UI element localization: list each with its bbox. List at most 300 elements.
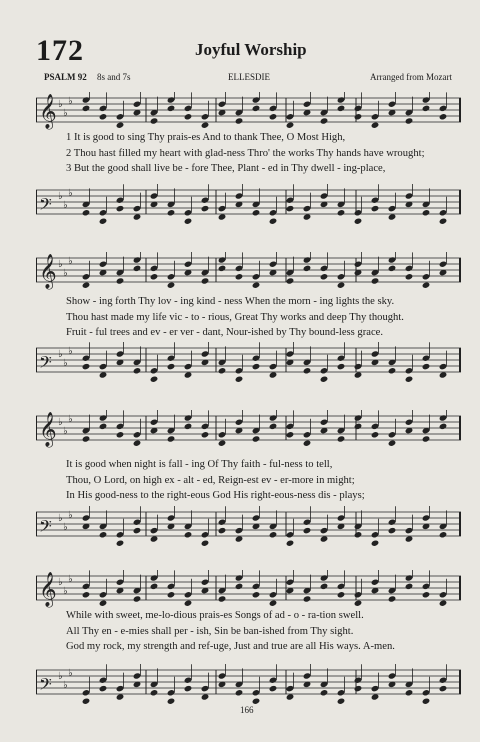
note-head (201, 431, 210, 438)
note-head (133, 431, 142, 438)
note-head (388, 205, 397, 212)
note-head (337, 209, 346, 216)
note-head (201, 113, 210, 120)
note-head (252, 209, 261, 216)
note-head (286, 579, 295, 586)
note-head (184, 677, 193, 684)
note-head (422, 689, 431, 696)
note-head (337, 273, 346, 280)
note-head (320, 583, 329, 590)
note-head (82, 363, 91, 370)
note-head (167, 435, 176, 442)
note-head (218, 256, 227, 263)
flat-icon: ♭ (63, 268, 68, 279)
note-head (201, 277, 210, 284)
note-head (388, 265, 397, 272)
note-head (150, 574, 159, 581)
note-head (286, 277, 295, 284)
note-head (439, 685, 448, 692)
note-head (337, 583, 346, 590)
note-head (116, 277, 125, 284)
note-head (184, 261, 193, 268)
note-head (303, 205, 312, 212)
note-head (439, 531, 448, 538)
lyrics-system-1 (66, 130, 466, 177)
bass-staff-3 (36, 506, 461, 550)
note-head (422, 105, 431, 112)
note-head (167, 273, 176, 280)
note-head (354, 261, 363, 268)
note-head (354, 371, 363, 378)
flat-icon: ♭ (68, 256, 73, 267)
flat-icon: ♭ (58, 671, 63, 682)
note-head (99, 363, 108, 370)
bass-staff-4 (36, 664, 461, 708)
note-head (99, 531, 108, 538)
flat-icon: ♭ (58, 349, 63, 360)
note-head (82, 105, 91, 112)
treble-clef-icon: 𝄞 (39, 572, 57, 607)
note-head (218, 367, 227, 374)
note-head (82, 583, 91, 590)
note-head (82, 282, 91, 289)
note-head (116, 197, 125, 204)
note-head (235, 367, 244, 374)
note-head (167, 355, 176, 362)
note-head (422, 583, 431, 590)
note-head (320, 419, 329, 426)
note-head (388, 595, 397, 602)
note-head (439, 209, 448, 216)
note-head (133, 101, 142, 108)
note-head (167, 583, 176, 590)
note-head (99, 209, 108, 216)
note-head (422, 282, 431, 289)
note-head (405, 527, 414, 534)
note-head (235, 583, 244, 590)
note-head (99, 685, 108, 692)
note-head (439, 600, 448, 607)
note-head (354, 685, 363, 692)
note-head (286, 531, 295, 538)
note-head (150, 367, 159, 374)
note-head (133, 595, 142, 602)
note-head (337, 514, 346, 521)
note-head (218, 205, 227, 212)
note-head (439, 371, 448, 378)
note-head (133, 672, 142, 679)
note-head (286, 423, 295, 430)
note-head (286, 540, 295, 547)
note-head (422, 96, 431, 103)
note-head (252, 273, 261, 280)
note-head (99, 600, 108, 607)
note-head (388, 213, 397, 220)
note-head (388, 527, 397, 534)
note-head (439, 423, 448, 430)
note-head (303, 101, 312, 108)
note-head (235, 273, 244, 280)
hymn-title: Joyful Worship (195, 40, 307, 59)
psalm-reference: PSALM 92 (44, 72, 87, 82)
note-head (286, 685, 295, 692)
note-head (337, 105, 346, 112)
note-head (252, 689, 261, 696)
treble-staff-2 (36, 252, 461, 296)
note-head (320, 574, 329, 581)
note-head (388, 519, 397, 526)
note-head (235, 574, 244, 581)
note-head (388, 672, 397, 679)
note-head (269, 113, 278, 120)
note-head (337, 363, 346, 370)
note-head (337, 96, 346, 103)
flat-icon: ♭ (63, 522, 68, 533)
note-head (269, 423, 278, 430)
note-head (218, 672, 227, 679)
note-head (303, 672, 312, 679)
note-head (269, 371, 278, 378)
note-head (184, 414, 193, 421)
note-head (167, 96, 176, 103)
note-head (167, 105, 176, 112)
note-head (439, 113, 448, 120)
note-head (320, 535, 329, 542)
lyric-line: In His good-ness to the right-eous God His right-eous-ness dis - plays; (66, 490, 365, 501)
note-head (150, 265, 159, 272)
note-head (371, 685, 380, 692)
note-head (354, 600, 363, 607)
note-head (320, 265, 329, 272)
note-head (116, 350, 125, 357)
flat-icon: ♭ (63, 358, 68, 369)
note-head (405, 376, 414, 383)
note-head (303, 527, 312, 534)
note-head (133, 205, 142, 212)
note-head (422, 698, 431, 705)
note-head (167, 514, 176, 521)
note-head (269, 677, 278, 684)
note-head (371, 197, 380, 204)
note-head (116, 113, 125, 120)
note-head (371, 277, 380, 284)
note-head (439, 261, 448, 268)
note-head (439, 414, 448, 421)
note-head (235, 192, 244, 199)
note-head (116, 423, 125, 430)
note-head (422, 355, 431, 362)
note-head (116, 579, 125, 586)
note-head (354, 105, 363, 112)
note-head (388, 431, 397, 438)
lyric-line: 3 But the good shall live be - fore Thee, Plant - ed in Thy dwell - ing-place, (66, 163, 386, 174)
note-head (150, 273, 159, 280)
note-head (235, 419, 244, 426)
lyrics-system-4 (66, 608, 466, 655)
flat-icon: ♭ (63, 680, 68, 691)
note-head (388, 367, 397, 374)
flat-icon: ♭ (68, 346, 73, 357)
note-head (354, 363, 363, 370)
note-head (320, 376, 329, 383)
bass-staff-1 (36, 184, 461, 228)
note-head (184, 685, 193, 692)
lyric-line: 1 It is good to sing Thy prais-es And to thank Thee, O Most High, (66, 132, 346, 143)
note-head (167, 698, 176, 705)
note-head (99, 105, 108, 112)
note-head (82, 273, 91, 280)
note-head (252, 105, 261, 112)
note-head (439, 363, 448, 370)
note-head (99, 677, 108, 684)
note-head (252, 514, 261, 521)
note-head (303, 367, 312, 374)
note-head (150, 117, 159, 124)
lyric-line: God my rock, my strength and ref-uge, Just and true are all His ways. A-men. (66, 641, 395, 652)
note-head (167, 209, 176, 216)
note-head (150, 192, 159, 199)
note-head (167, 689, 176, 696)
note-head (320, 273, 329, 280)
note-head (82, 698, 91, 705)
note-head (133, 256, 142, 263)
note-head (184, 371, 193, 378)
note-head (235, 689, 244, 696)
note-head (252, 363, 261, 370)
bass-clef-icon: 𝄢 (39, 674, 52, 698)
note-head (337, 689, 346, 696)
note-head (269, 531, 278, 538)
flat-icon: ♭ (58, 577, 63, 588)
note-head (422, 435, 431, 442)
flat-icon: ♭ (58, 259, 63, 270)
note-head (286, 113, 295, 120)
note-head (269, 261, 278, 268)
page-number: 166 (240, 705, 254, 715)
note-head (235, 117, 244, 124)
note-head (235, 265, 244, 272)
note-head (303, 440, 312, 447)
bass-staff-2 (36, 342, 461, 386)
note-head (133, 440, 142, 447)
flat-icon: ♭ (63, 108, 68, 119)
note-head (150, 419, 159, 426)
flat-icon: ♭ (58, 191, 63, 202)
note-head (235, 376, 244, 383)
flat-icon: ♭ (63, 426, 68, 437)
note-head (269, 363, 278, 370)
flat-icon: ♭ (63, 586, 68, 597)
flat-icon: ♭ (68, 574, 73, 585)
tune-name: ELLESDIE (228, 72, 270, 82)
note-head (133, 527, 142, 534)
flat-icon: ♭ (68, 96, 73, 107)
note-head (405, 583, 414, 590)
bass-clef-icon: 𝄢 (39, 194, 52, 218)
note-head (99, 371, 108, 378)
treble-staff-3 (36, 410, 461, 454)
note-head (337, 435, 346, 442)
note-head (201, 197, 210, 204)
note-head (201, 685, 210, 692)
note-head (218, 265, 227, 272)
note-head (133, 265, 142, 272)
note-head (184, 531, 193, 538)
note-head (184, 105, 193, 112)
note-head (252, 435, 261, 442)
note-head (371, 122, 380, 129)
note-head (320, 192, 329, 199)
note-head (218, 101, 227, 108)
note-head (371, 540, 380, 547)
note-head (303, 595, 312, 602)
note-head (99, 113, 108, 120)
note-head (354, 218, 363, 225)
lyric-line: Thou hast made my life vic - to - rious, Great Thy works and deep Thy thought. (66, 311, 404, 323)
note-head (303, 431, 312, 438)
hymn-number: 172 (36, 34, 84, 67)
note-head (99, 261, 108, 268)
note-head (320, 527, 329, 534)
note-head (201, 122, 210, 129)
note-head (354, 677, 363, 684)
note-head (405, 273, 414, 280)
note-head (286, 693, 295, 700)
note-head (218, 595, 227, 602)
note-head (133, 213, 142, 220)
note-head (252, 96, 261, 103)
arrangement-credit: Arranged from Mozart (370, 72, 452, 82)
note-head (303, 256, 312, 263)
note-head (439, 591, 448, 598)
note-head (286, 197, 295, 204)
note-head (371, 205, 380, 212)
note-head (218, 431, 227, 438)
note-head (405, 689, 414, 696)
note-head (150, 583, 159, 590)
note-head (184, 218, 193, 225)
note-head (371, 693, 380, 700)
note-head (422, 209, 431, 216)
note-head (150, 689, 159, 696)
lyric-line: All Thy en - e-mies shall per - ish, Sin be ban-ished from Thy sight. (66, 625, 354, 637)
note-head (269, 209, 278, 216)
note-head (99, 414, 108, 421)
note-head (218, 213, 227, 220)
note-head (252, 355, 261, 362)
flat-icon: ♭ (58, 417, 63, 428)
meter: 8s and 7s (97, 72, 131, 82)
note-head (337, 698, 346, 705)
note-head (184, 209, 193, 216)
note-head (184, 363, 193, 370)
note-head (218, 440, 227, 447)
note-head (320, 367, 329, 374)
lyric-line: Fruit - ful trees and ev - er ver - dant, Nour-ished by Thy bound-less grace. (66, 327, 384, 338)
note-head (133, 519, 142, 526)
note-head (218, 527, 227, 534)
note-head (371, 423, 380, 430)
note-head (150, 535, 159, 542)
note-head (116, 693, 125, 700)
note-head (184, 423, 193, 430)
note-head (82, 96, 91, 103)
note-head (337, 282, 346, 289)
note-head (286, 205, 295, 212)
treble-clef-icon: 𝄞 (39, 412, 57, 447)
note-head (320, 117, 329, 124)
note-head (82, 689, 91, 696)
note-head (252, 583, 261, 590)
note-head (354, 113, 363, 120)
note-head (201, 693, 210, 700)
lyrics-system-3 (66, 457, 466, 504)
lyric-line: While with sweet, me-lo-dious prais-es Songs of ad - o - ra-tion swell. (66, 610, 364, 621)
note-head (82, 355, 91, 362)
note-head (286, 350, 295, 357)
note-head (371, 431, 380, 438)
note-head (184, 113, 193, 120)
note-head (303, 265, 312, 272)
note-head (422, 591, 431, 598)
note-head (303, 213, 312, 220)
flat-icon: ♭ (68, 668, 73, 679)
flat-icon: ♭ (58, 99, 63, 110)
note-head (252, 698, 261, 705)
psalm-meter (44, 72, 131, 82)
note-head (99, 218, 108, 225)
treble-clef-icon: 𝄞 (39, 254, 57, 289)
note-head (99, 591, 108, 598)
lyrics-system-2 (66, 294, 466, 341)
note-head (354, 591, 363, 598)
treble-clef-icon: 𝄞 (39, 94, 57, 129)
note-head (388, 256, 397, 263)
note-head (371, 531, 380, 538)
note-head (252, 591, 261, 598)
note-head (252, 282, 261, 289)
lyric-line: 2 Thou hast filled my heart with glad-ness Thro' the works Thy hands have wrought; (66, 147, 425, 159)
note-head (116, 685, 125, 692)
note-head (405, 192, 414, 199)
note-head (439, 218, 448, 225)
note-head (354, 531, 363, 538)
note-head (116, 431, 125, 438)
note-head (405, 574, 414, 581)
bass-clef-icon: 𝄢 (39, 516, 52, 540)
note-head (337, 591, 346, 598)
note-head (184, 600, 193, 607)
note-head (116, 531, 125, 538)
note-head (167, 591, 176, 598)
note-head (405, 419, 414, 426)
note-head (201, 540, 210, 547)
note-head (116, 122, 125, 129)
note-head (201, 423, 210, 430)
note-head (439, 677, 448, 684)
note-head (269, 591, 278, 598)
note-head (405, 535, 414, 542)
note-head (201, 531, 210, 538)
note-head (354, 414, 363, 421)
note-head (167, 363, 176, 370)
flat-icon: ♭ (68, 414, 73, 425)
note-head (269, 414, 278, 421)
note-head (184, 591, 193, 598)
flat-icon: ♭ (68, 188, 73, 199)
note-head (422, 273, 431, 280)
note-head (422, 363, 431, 370)
